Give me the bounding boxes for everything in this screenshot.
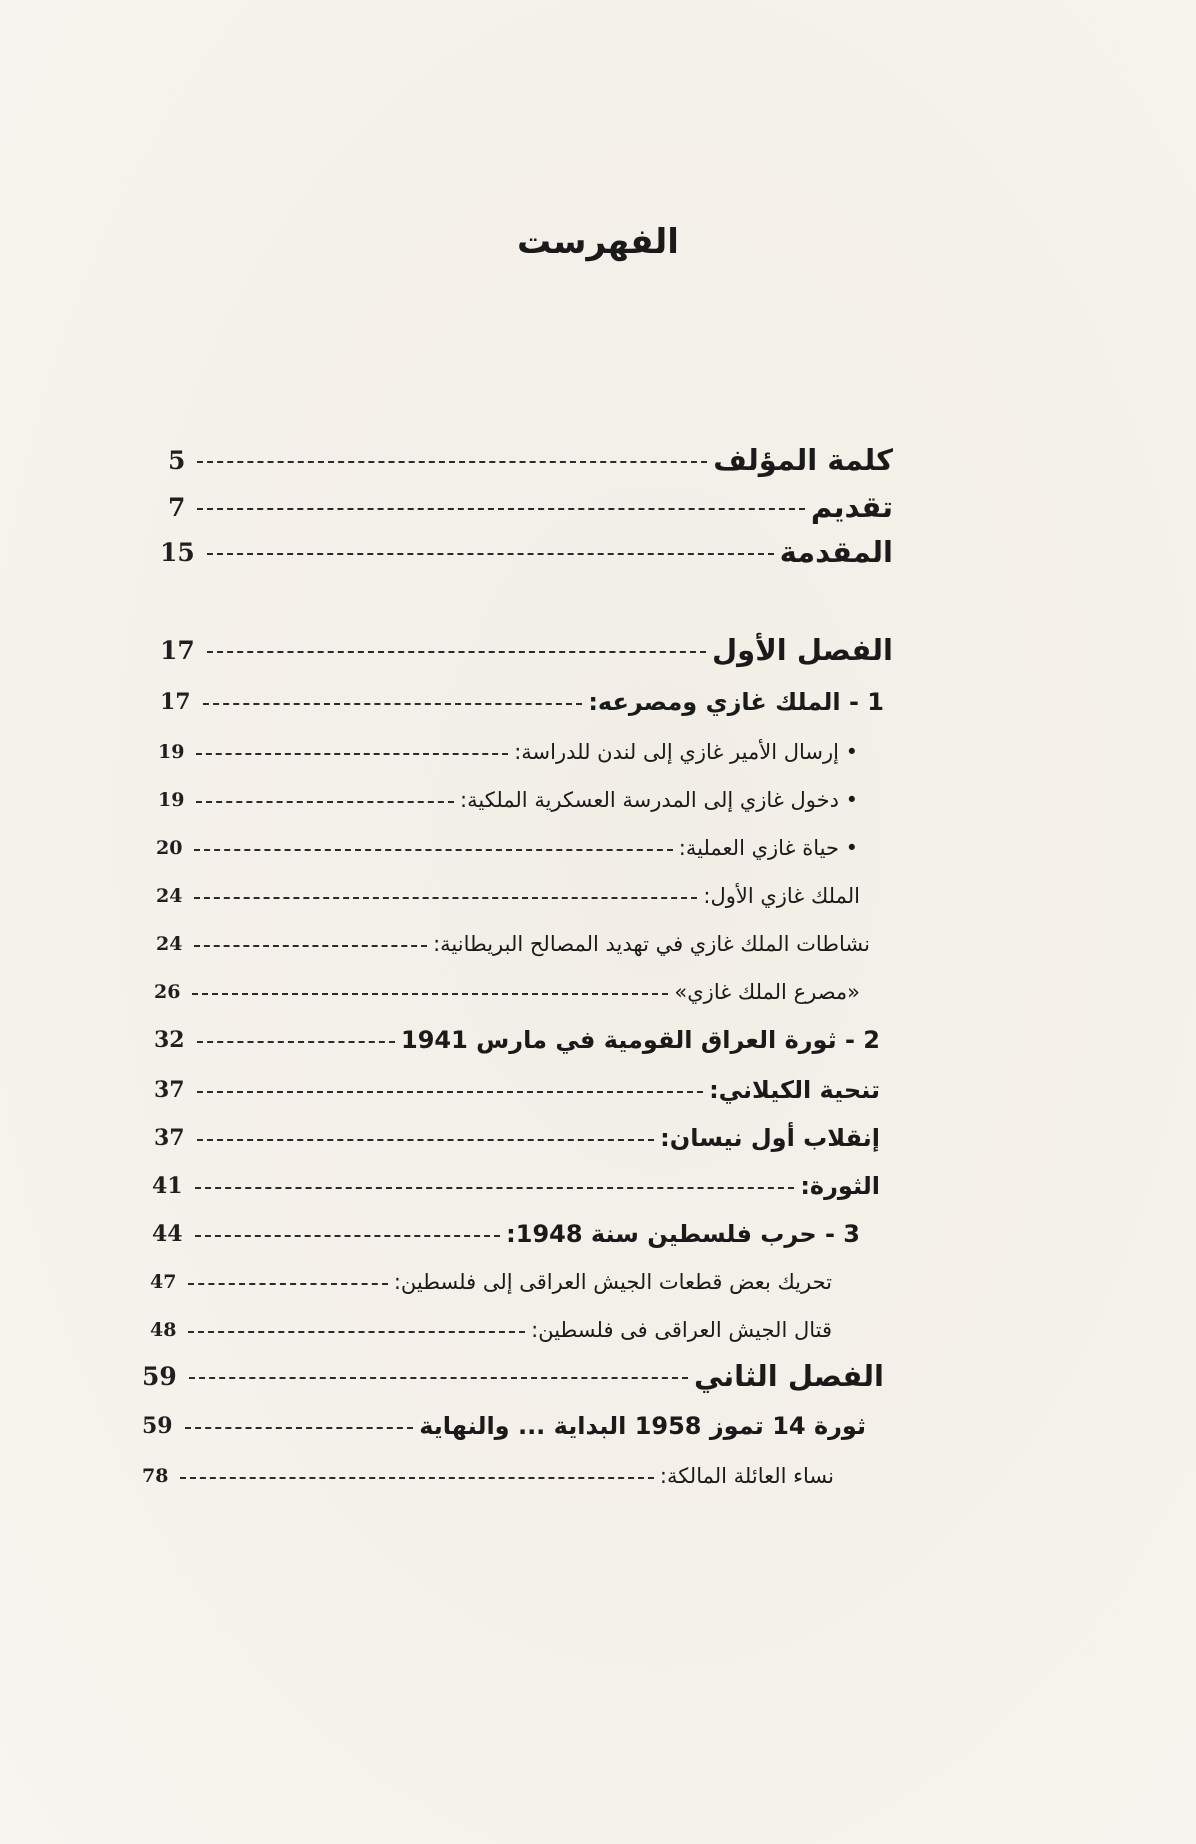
toc-entry[interactable] [160,682,884,722]
dot-leader [197,508,804,510]
toc-entry[interactable] [168,440,893,480]
toc-entry-label: 1 - الملك غازي ومصرعه: [588,688,884,716]
toc-page-number: 19 [158,741,185,763]
toc-entry[interactable] [154,972,860,1012]
toc-entry[interactable] [152,1214,860,1254]
toc-entry-label: • حياة غازي العملية: [678,836,858,860]
toc-entry-label: إنقلاب أول نيسان: [660,1124,880,1152]
toc-entry-label: 2 - ثورة العراق القومية في مارس 1941 [401,1026,880,1054]
toc-page-number: 7 [168,492,186,522]
dot-leader [185,1427,414,1429]
toc-entry[interactable] [160,532,893,572]
toc-entry[interactable] [160,630,893,670]
toc-entry[interactable] [150,1262,832,1302]
dot-leader [189,1377,688,1379]
toc-page-number: 37 [154,1125,185,1151]
dot-leader [197,1091,703,1093]
dot-leader [195,1187,795,1189]
toc-entry-label: • إرسال الأمير غازي إلى لندن للدراسة: [514,740,858,764]
toc-entry-label: قتال الجيش العراقى فى فلسطين: [531,1318,832,1342]
dot-leader [207,651,706,653]
dot-leader [197,1041,395,1043]
toc-page-number: 78 [142,1465,169,1487]
toc-page-number: 32 [154,1027,185,1053]
toc-entry-label: تحريك بعض قطعات الجيش العراقى إلى فلسطين: [393,1270,832,1294]
toc-entry[interactable] [142,1406,866,1446]
dot-leader [188,1283,387,1285]
dot-leader [196,753,508,755]
toc-entry-label: «مصرع الملك غازي» [674,980,860,1004]
toc-entry-label: تقديم [810,490,893,524]
toc-entry[interactable] [154,1020,880,1060]
dot-leader [192,993,668,995]
toc-entry[interactable] [158,780,858,820]
dot-leader [196,801,454,803]
toc-page-number: 37 [154,1077,185,1103]
toc-page-number: 24 [156,933,183,955]
toc-entry-label: المقدمة [779,535,893,569]
toc-entry-label: الفصل الأول [712,633,893,667]
dot-leader [195,1235,501,1237]
dot-leader [194,849,672,851]
toc-page-number: 44 [152,1221,183,1247]
toc-entry[interactable] [154,1070,880,1110]
dot-leader [180,1477,653,1479]
toc-entry-label: نساء العائلة المالكة: [659,1464,834,1488]
toc-page-number: 48 [150,1319,177,1341]
toc-entry-label: ثورة 14 تموز 1958 البداية ... والنهاية [419,1412,866,1440]
toc-page-number: 17 [160,689,191,715]
toc-page-number: 5 [168,445,186,475]
page-title: الفهرست [517,222,679,262]
toc-page-number: 47 [150,1271,177,1293]
dot-leader [194,897,697,899]
toc-entry[interactable] [142,1356,884,1396]
toc-entry[interactable] [156,828,858,868]
toc-entry-label: الثورة: [800,1172,880,1200]
toc-entry[interactable] [154,1118,880,1158]
toc-page-number: 15 [160,537,195,567]
toc-entry[interactable] [156,924,870,964]
toc-page-number: 59 [142,1361,177,1391]
toc-entry[interactable] [158,732,858,772]
toc-entry[interactable] [150,1310,832,1350]
dot-leader [197,461,707,463]
toc-entry-label: • دخول غازي إلى المدرسة العسكرية الملكية: [460,788,858,812]
dot-leader [188,1331,525,1333]
toc-entry-label: الملك غازي الأول: [703,884,860,908]
dot-leader [197,1139,655,1141]
toc-page-number: 17 [160,635,195,665]
toc-entry-label: نشاطات الملك غازي في تهديد المصالح البريطانية: [433,932,870,956]
dot-leader [194,945,427,947]
dot-leader [207,553,774,555]
toc-entry-label: كلمة المؤلف [713,443,893,477]
toc-page-number: 20 [156,837,183,859]
toc-page-number: 24 [156,885,183,907]
toc-entry-label: 3 - حرب فلسطين سنة 1948: [506,1220,860,1248]
toc-entry[interactable] [142,1456,834,1496]
dot-leader [203,703,583,705]
toc-page-number: 41 [152,1173,183,1199]
toc-entry-label: الفصل الثاني [693,1359,884,1393]
toc-entry-label: تنحية الكيلاني: [709,1076,880,1104]
toc-entry[interactable] [168,487,893,527]
toc-page-number: 59 [142,1413,173,1439]
table-of-contents [142,0,1048,1844]
toc-page-number: 26 [154,981,181,1003]
toc-entry[interactable] [156,876,860,916]
toc-entry[interactable] [152,1166,880,1206]
toc-page-number: 19 [158,789,185,811]
